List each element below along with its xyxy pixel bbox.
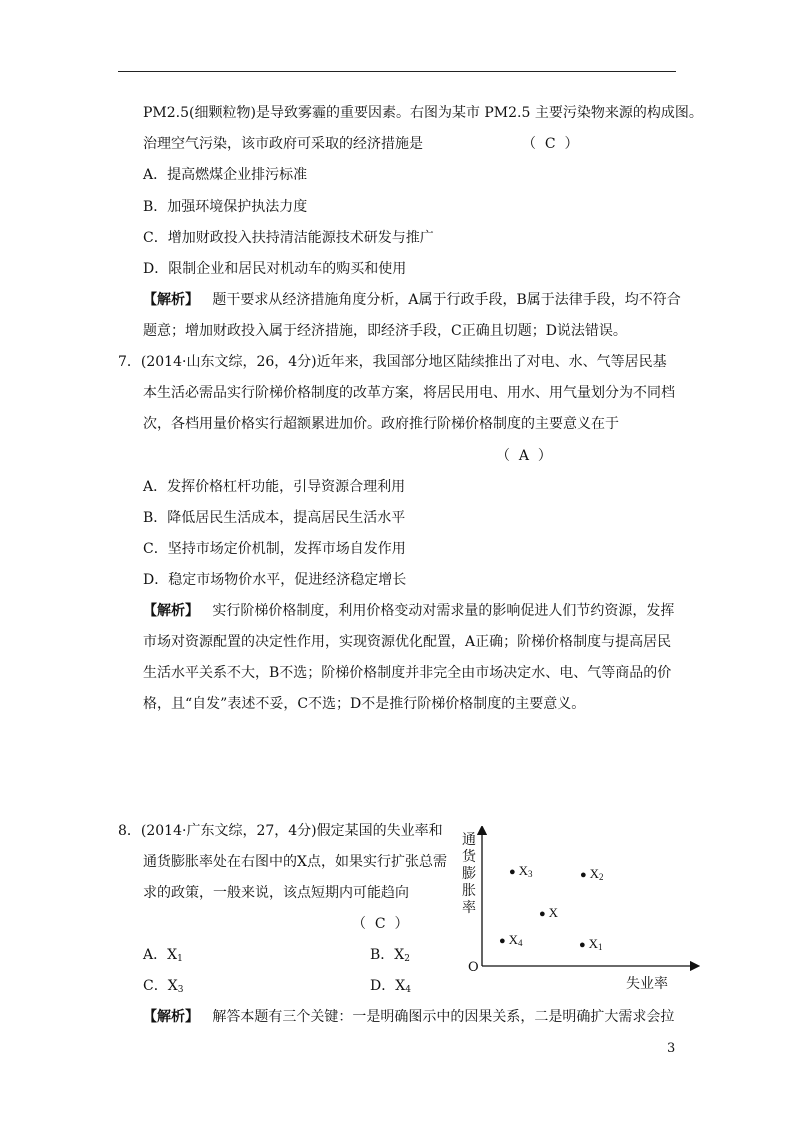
page-number: 3 [667,1041,676,1056]
header-rule [118,71,676,72]
q8-option-d: D．$X_4$ [370,978,411,995]
x-axis-label: 失业率 [626,976,668,992]
q8-answer: （ C ） [352,916,409,932]
q7-analysis-line-4: 格，且“自发”表述不妥，C不选；D不是推行阶梯价格制度的主要意义。 [143,696,586,712]
q6-stem-line-2: 治理空气污染，该市政府可采取的经济措施是 [143,136,423,152]
q6-option-a: A．提高燃煤企业排污标准 [143,167,308,183]
q7-analysis-label: 【解析】 [143,603,199,619]
origin-label: O [468,960,479,975]
unemployment-inflation-figure [455,826,700,1001]
q6-analysis-label: 【解析】 [143,292,199,308]
q8-analysis-line-1 [143,1008,674,1026]
q6-option-d: D．限制企业和居民对机动车的购买和使用 [143,261,407,277]
point-x1: ● $X_1$ [579,936,603,952]
q8-option-b: B．$X_2$ [370,947,410,964]
q6-analysis-line-2: 题意；增加财政投入属于经济措施，即经济手段，C正确且切题；D说法错误。 [143,323,627,339]
q7-option-a: A．发挥价格杠杆功能，引导资源合理利用 [143,479,406,495]
q7-option-d: D．稳定市场物价水平，促进经济稳定增长 [143,572,407,588]
q7-analysis-line-2: 市场对资源配置的决定性作用，实现资源优化配置，A正确；阶梯价格制度与提高居民 [143,634,672,650]
q7-stem-line-1: 7．(2014·山东文综，26，4分)近年来，我国部分地区陆续推出了对电、水、气等居民基 [118,354,667,370]
point-x4: ● $X_4$ [499,932,523,948]
q8-analysis-label: 【解析】 [143,1009,199,1025]
q6-option-c: C．增加财政投入扶持清洁能源技术研发与推广 [143,230,434,246]
q8-analysis-text-1: 解答本题有三个关键：一是明确图示中的因果关系，二是明确扩大需求会拉 [212,1009,675,1025]
y-axis-label: 通货膨胀率 [462,832,476,916]
q7-stem-line-2: 本生活必需品实行阶梯价格制度的改革方案，将居民用电、用水、用气量划分为不同档 [143,385,675,401]
q8-option-c: C．$X_3$ [143,978,184,995]
q7-analysis-line-1 [143,602,674,620]
point-x2: ● $X_2$ [580,866,604,882]
q7-option-c: C．坚持市场定价机制，发挥市场自发作用 [143,541,406,557]
q6-option-b: B．加强环境保护执法力度 [143,199,308,215]
q7-analysis-line-3: 生活水平关系不大，B不选；阶梯价格制度并非完全由市场决定水、电、气等商品的价 [143,665,672,681]
q7-stem-line-3: 次，各档用量价格实行超额累进加价。政府推行阶梯价格制度的主要意义在于 [143,416,619,432]
point-x3: ● $X_3$ [509,863,533,879]
q7-option-b: B．降低居民生活成本，提高居民生活水平 [143,510,406,526]
point-x: ● X [539,905,559,920]
q8-stem-line-2: 通货膨胀率处在右图中的X点，如果实行扩张总需 [143,854,447,870]
q7-answer: （ A ） [496,448,552,464]
q8-option-a: A．$X_1$ [143,947,183,964]
q8-stem-line-3: 求的政策，一般来说，该点短期内可能趋向 [143,885,409,901]
q6-analysis-text-1: 题干要求从经济措施角度分析，A属于行政手段，B属于法律手段，均不符合 [212,292,681,308]
q7-analysis-text-1: 实行阶梯价格制度，利用价格变动对需求量的影响促进人们节约资源，发挥 [212,603,675,619]
q6-stem-line-1: PM2.5(细颗粒物)是导致雾霾的重要因素。右图为某市 PM2.5 主要污染物来源的构成图。 [143,105,703,121]
q8-stem-line-1: 8．(2014·广东文综，27，4分)假定某国的失业率和 [118,823,443,839]
q6-analysis-line-1 [143,291,681,309]
q6-answer: （ C ） [522,136,579,152]
